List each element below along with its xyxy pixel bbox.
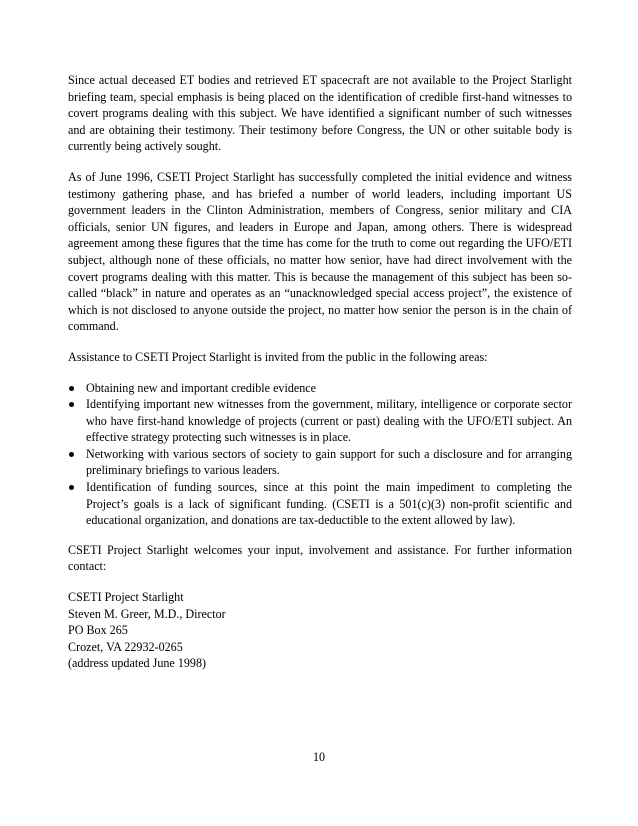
- list-item-text: Obtaining new and important credible evidence: [86, 380, 317, 395]
- list-item: [68, 479, 572, 529]
- paragraph-briefings: As of June 1996, CSETI Project Starlight has successfully completed the initial evidence and witness testimony gathering phase, and has briefed a number of world leaders, including important US government leaders in the Clinton Administration, members of Congress, senior military and CIA officials, senior UN figures, and leaders in Europe and Japan, among others. There is widespread agreement among these figures that the time has come for the truth to come out regarding the UFO/ETI subject, although none of these officials, no matter how senior, have had direct involvement with the covert programs dealing with this matter. This is because the management of this subject has been so-called “black” in nature and operates as an “unacknowledged special access project”, the existence of which is not disclosed to anyone outside the project, no matter how senior the person is in the chain of command.: [68, 169, 572, 334]
- list-item-text: Identifying important new witnesses from the government, military, intelligence or corporate sector who have first-hand knowledge of projects (current or past) dealing with the UFO/ETI subject. An effective strategy protecting such witnesses is in place.: [86, 397, 572, 445]
- contact-update-note: (address updated June 1998): [68, 656, 207, 671]
- paragraph-witnesses: Since actual deceased ET bodies and retrieved ET spacecraft are not available to the Project Starlight briefing team, special emphasis is being placed on the identification of credible first-hand witnesses to covert programs dealing with this subject. We have identified a significant number of such witnesses and are obtaining their testimony. Their testimony before Congress, the UN or other suitable body is currently being actively sought.: [68, 73, 572, 154]
- bullet-icon: [69, 386, 74, 391]
- document-body: [68, 72, 572, 672]
- contact-address: [68, 589, 572, 672]
- paragraph-contact-intro: CSETI Project Starlight welcomes your input, involvement and assistance. For further information contact:: [68, 542, 572, 574]
- bullet-icon: [69, 452, 74, 457]
- list-item: [68, 446, 572, 479]
- bullet-icon: [69, 485, 74, 490]
- paragraph-assistance-intro: Assistance to CSETI Project Starlight is invited from the public in the following areas:: [68, 349, 488, 364]
- contact-city-state-zip: Crozet, VA 22932-0265: [68, 639, 183, 654]
- contact-director: Steven M. Greer, M.D., Director: [68, 606, 226, 621]
- assistance-list: [68, 380, 572, 529]
- list-item-text: Networking with various sectors of society to gain support for such a disclosure and for arranging preliminary briefings to various leaders.: [86, 446, 572, 478]
- list-item-text: Identification of funding sources, since at this point the main impediment to completing the Project’s goals is a lack of significant funding. (CSETI is a 501(c)(3) non-profit scientific and educational organization, and donations are tax-deductible to the extent allowed by law).: [86, 480, 572, 528]
- bullet-icon: [69, 402, 74, 407]
- list-item: [68, 380, 572, 397]
- contact-organization: CSETI Project Starlight: [68, 590, 184, 605]
- page-number: 10: [312, 750, 326, 764]
- list-item: [68, 396, 572, 446]
- contact-po-box: PO Box 265: [68, 623, 128, 638]
